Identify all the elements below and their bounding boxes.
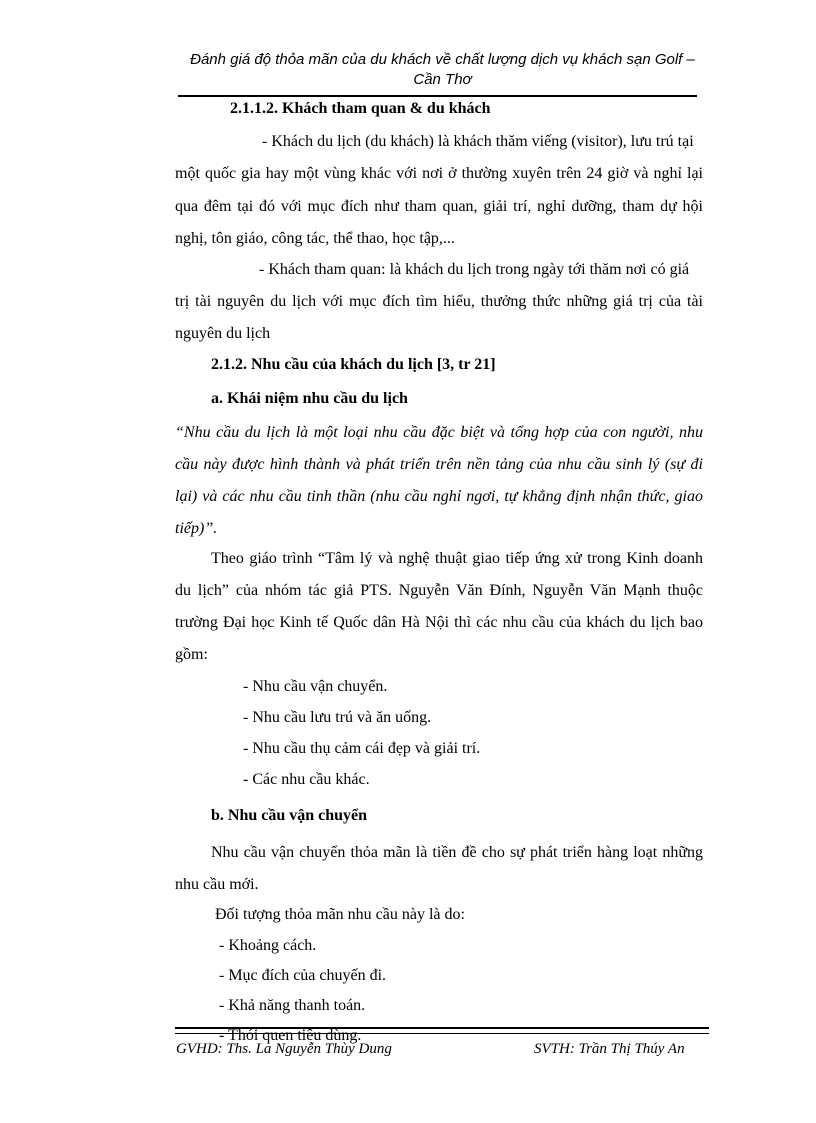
list-item: - Nhu cầu thụ cảm cái đẹp và giải trí. (243, 740, 481, 757)
quote-line: tiếp)”. (175, 520, 218, 537)
footer-student: SVTH: Trần Thị Thúy An (534, 1041, 685, 1057)
footer-divider-thick (175, 1027, 709, 1029)
quote-line: cầu này được hình thành và phát triển trên nền tảng của nhu cầu sinh lý (sự đi (175, 456, 703, 473)
paragraph-line: - Khách du lịch (du khách) là khách thăm viếng (visitor), lưu trú tại (262, 133, 694, 150)
list-item: - Các nhu cầu khác. (243, 771, 370, 788)
quote-line: “Nhu cầu du lịch là một loại nhu cầu đặc biệt và tổng hợp của con người, nhu (175, 424, 703, 441)
paragraph-line: Đối tượng thỏa mãn nhu cầu này là do: (215, 906, 465, 923)
running-header (175, 50, 710, 90)
section-heading-2-1-1-2: 2.1.1.2. Khách tham quan & du khách (230, 100, 491, 117)
paragraph-line: - Khách tham quan: là khách du lịch trong ngày tới thăm nơi có giá (259, 261, 690, 278)
list-item: - Khoảng cách. (219, 937, 317, 954)
paragraph-line: Theo giáo trình “Tâm lý và nghệ thuật giao tiếp ứng xử trong Kinh doanh (211, 550, 703, 567)
paragraph-line: qua đêm tại đó với mục đích như tham quan, giải trí, nghỉ dưỡng, tham dự hội (175, 198, 703, 215)
list-item: - Thói quen tiêu dùng. (219, 1027, 362, 1044)
list-item: - Khả năng thanh toán. (219, 997, 366, 1014)
quote-line: lại) và các nhu cầu tinh thần (nhu cầu nghỉ ngơi, tự khẳng định nhận thức, giao (175, 488, 703, 505)
paragraph-line: nghị, tôn giáo, công tác, thể thao, học tập,... (175, 230, 455, 247)
paragraph-line: Nhu cầu vận chuyển thỏa mãn là tiền đề cho sự phát triển hàng loạt những (211, 844, 703, 861)
list-item: - Mục đích của chuyến đi. (219, 967, 387, 984)
footer-advisor: GVHD: Ths. La Nguyễn Thùy Dung (176, 1041, 392, 1057)
header-line-2: Cần Thơ (413, 71, 472, 88)
list-item: - Nhu cầu lưu trú và ăn uống. (243, 709, 432, 726)
subsection-heading-a: a. Khái niệm nhu cầu du lịch (211, 390, 408, 407)
header-divider (178, 95, 697, 97)
paragraph-line: nguyên du lịch (175, 325, 271, 342)
paragraph-line: gồm: (175, 646, 208, 663)
paragraph-line: du lịch” của nhóm tác giả PTS. Nguyễn Văn Đính, Nguyễn Văn Mạnh thuộc (175, 582, 703, 599)
footer-divider-thin (175, 1033, 709, 1034)
header-line-1: Đánh giá độ thỏa mãn của du khách về chất lượng dịch vụ khách sạn Golf – (190, 51, 695, 68)
paragraph-line: một quốc gia hay một vùng khác với nơi ở thường xuyên trên 24 giờ và nghỉ lại (175, 165, 703, 182)
subsection-heading-b: b. Nhu cầu vận chuyển (211, 807, 368, 824)
paragraph-line: trường Đại học Kinh tế Quốc dân Hà Nội thì các nhu cầu của khách du lịch bao (175, 614, 703, 631)
paragraph-line: nhu cầu mới. (175, 876, 259, 893)
section-heading-2-1-2: 2.1.2. Nhu cầu của khách du lịch [3, tr 21] (211, 356, 496, 373)
paragraph-line: trị tài nguyên du lịch với mục đích tìm hiểu, thưởng thức những giá trị của tài (175, 293, 703, 310)
list-item: - Nhu cầu vận chuyển. (243, 678, 388, 695)
